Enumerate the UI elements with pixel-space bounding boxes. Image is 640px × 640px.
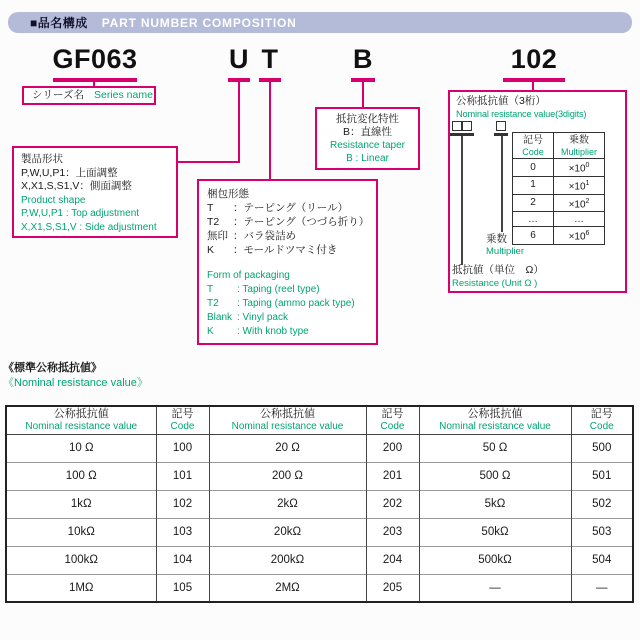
packaging-item-desc: ：モールドツマミ付き [233,244,338,256]
multiplier-col-code [513,133,554,159]
product-shape-box [12,146,178,238]
col-header-en: Nominal resistance value [439,420,551,432]
connector-taper [362,81,364,107]
multiplier-code-cell: 6 [513,227,554,245]
resistance-cell: 201 [366,462,419,490]
connector-packaging [269,81,271,179]
packaging-item [207,215,368,229]
multiplier-table [512,132,605,245]
resistance-cell: 203 [366,518,419,546]
resistance-cell: 1kΩ [6,490,156,518]
resistance-cell: 500kΩ [419,546,571,574]
digit-square-icon [462,121,472,131]
mult-mult-en: Multiplier [560,146,597,157]
col-header-jp: 記号 [590,407,613,420]
mult-code-jp: 記号 [523,134,543,146]
resistance-table-row [6,462,633,490]
packaging-item-code: T2 [207,216,220,228]
section-title-jp: ■品名構成 [30,16,88,30]
resistance-col-header [209,406,366,434]
nominal-resistance-box [448,90,627,293]
resistance-cell: 50kΩ [419,518,571,546]
resistance-cell: 504 [571,546,633,574]
multiplier-value-cell: $\times 10^2$ [554,194,605,212]
packaging-item-code: 無印 [207,230,228,242]
packaging-item-desc: ：テーピング（つづら折り） [233,216,370,228]
text-line: X,X1,S,S1,V : Side adjustment [21,221,157,233]
multiplier-row [513,176,605,194]
packaging-gap [207,257,368,269]
resistance-table-row [6,574,633,602]
multiplier-col-mult [554,133,605,159]
leader-line-multiplier [501,136,503,232]
digit-square-icon [496,121,506,131]
table-caption-en: 《Nominal resistance value》 [3,377,148,389]
part-taper-code: B [353,44,373,74]
resistance-col-header [6,406,156,434]
connector-shape-vertical [238,81,240,163]
nominal-resistance-table [5,405,634,603]
packaging-item [207,297,368,311]
packaging-item-code: Blank [207,312,233,323]
multiplier-row [513,159,605,177]
underline-series [53,78,137,82]
taper-en-lines [319,139,416,165]
section-title-en: PART NUMBER COMPOSITION [101,15,297,30]
resistance-cell: 5kΩ [419,490,571,518]
packaging-item [207,325,368,339]
series-name-label-jp: シリーズ名 [32,88,84,101]
resistance-col-header [366,406,419,434]
resistance-cell: 205 [366,574,419,602]
resistance-cell: 200 Ω [209,462,366,490]
packaging-item-code: K [207,244,215,256]
resistance-table-row [6,490,633,518]
multiplier-row [513,227,605,245]
resistance-col-header [571,406,633,434]
resistance-label-en: Resistance (Unit Ω ) [452,278,538,289]
resistance-cell: 103 [156,518,209,546]
resistance-cell: 100 [156,434,209,462]
resistance-cell: 10 Ω [6,434,156,462]
packaging-item-desc: : Taping (ammo pack type) [237,298,355,309]
packaging-item-desc: : Taping (reel type) [237,284,320,295]
text-line: Product shape [21,194,86,206]
col-header-en: Nominal resistance value [231,420,344,432]
resistance-taper-box [315,107,420,170]
resistance-cell: 502 [571,490,633,518]
multiplier-label-jp: 乗数 [486,233,507,245]
col-header-jp: 公称抵抗値 [467,407,523,420]
resistance-table-row [6,434,633,462]
packaging-item [207,229,368,243]
col-header-jp: 記号 [171,407,194,420]
multiplier-value-cell: … [554,212,605,227]
mult-code-en: Code [522,146,544,157]
resistance-cell: 500 Ω [419,462,571,490]
nominal-title-jp: 公称抵抗値（3桁） [456,95,546,107]
col-header-jp: 公称抵抗値 [260,407,315,420]
packaging-jp-items [207,201,368,257]
underline-resistance [503,78,565,82]
part-packaging-code: T [261,44,279,74]
col-header-en: Nominal resistance value [25,420,138,432]
packaging-item [207,311,368,325]
resistance-cell: 501 [571,462,633,490]
resistance-cell: 100 Ω [6,462,156,490]
packaging-item [207,283,368,297]
resistance-cell: 10kΩ [6,518,156,546]
product-shape-en-lines [21,194,169,235]
resistance-cell: 50 Ω [419,434,571,462]
resistance-cell: 503 [571,518,633,546]
resistance-cell: 20kΩ [209,518,366,546]
section-header-bar [8,12,632,33]
resistance-cell: 2MΩ [209,574,366,602]
multiplier-value-cell: $\times 10^1$ [554,176,605,194]
nominal-title-en: Nominal resistance value(3digits) [456,109,587,119]
digit-square-icon [452,121,462,131]
text-line: X,X1,S,S1,V：側面調整 [21,180,132,192]
multiplier-label-en: Multiplier [486,246,525,257]
multiplier-value-cell: $\times 10^6$ [554,227,605,245]
resistance-cell: — [419,574,571,602]
series-name-box [22,86,156,105]
text-line: 抵抗変化特性 [336,113,399,125]
multiplier-row [513,212,605,227]
col-header-en: Code [589,420,614,432]
resistance-label-jp: 抵抗値（単位 Ω） [452,264,544,276]
resistance-cell: 500 [571,434,633,462]
resistance-cell: 100kΩ [6,546,156,574]
col-header-en: Code [170,420,195,432]
resistance-cell: 2kΩ [209,490,366,518]
packaging-item-desc: : With knob type [237,326,309,337]
packaging-box [197,179,378,345]
resistance-cell: 200kΩ [209,546,366,574]
resistance-cell: — [571,574,633,602]
multiplier-row [513,194,605,212]
resistance-cell: 202 [366,490,419,518]
part-shape-code: U [229,44,249,74]
text-line: P,W,U,P1 : Top adjustment [21,208,140,219]
col-header-jp: 公称抵抗値 [53,407,109,420]
mult-mult-jp: 乗数 [569,134,589,146]
text-line: B：直線性 [342,126,392,138]
resistance-cell: 200 [366,434,419,462]
packaging-item-code: T [207,202,214,214]
multiplier-value-cell: $\times 10^0$ [554,159,605,177]
packaging-item-code: K [207,326,214,337]
col-header-jp: 記号 [381,407,404,420]
resistance-cell: 104 [156,546,209,574]
multiplier-code-cell: … [513,212,554,227]
multiplier-table-header-row [513,133,605,159]
col-header-en: Code [380,420,405,432]
series-name-label-en: Series name [93,88,153,101]
product-shape-jp-lines [21,153,169,194]
packaging-title-en: Form of packaging [207,270,290,281]
multiplier-code-cell: 2 [513,194,554,212]
resistance-table-row [6,518,633,546]
table-caption-jp: 《標準公称抵抗値》 [3,362,102,374]
text-line: Resistance taper [329,140,406,151]
part-series-code: GF063 [52,44,138,74]
resistance-cell: 101 [156,462,209,490]
packaging-item-code: T [207,284,214,295]
resistance-table-row [6,546,633,574]
packaging-item-code: T2 [207,298,219,309]
text-line: 製品形状 [21,153,63,165]
text-line: P,W,U,P1：上面調整 [21,166,118,179]
resistance-cell: 204 [366,546,419,574]
resistance-table-header-row [6,406,633,434]
resistance-col-header [156,406,209,434]
packaging-title-jp: 梱包形態 [207,188,249,200]
packaging-item [207,243,368,257]
part-resistance-code: 102 [510,44,558,74]
multiplier-code-cell: 1 [513,176,554,194]
resistance-cell: 20 Ω [209,434,366,462]
packaging-item-desc: ：テーピング（リール） [233,202,349,214]
resistance-col-header [419,406,571,434]
resistance-cell: 1MΩ [6,574,156,602]
resistance-cell: 105 [156,574,209,602]
connector-shape-horizontal [178,161,240,163]
multiplier-code-cell: 0 [513,159,554,177]
text-line: B : Linear [346,153,389,164]
resistance-cell: 102 [156,490,209,518]
packaging-en-items [207,283,368,339]
taper-jp-lines [319,113,416,139]
leader-line-resistance [461,136,463,265]
packaging-item [207,201,368,215]
packaging-item-desc: ：バラ袋詰め [233,230,296,242]
packaging-item-desc: : Vinyl pack [237,312,288,323]
